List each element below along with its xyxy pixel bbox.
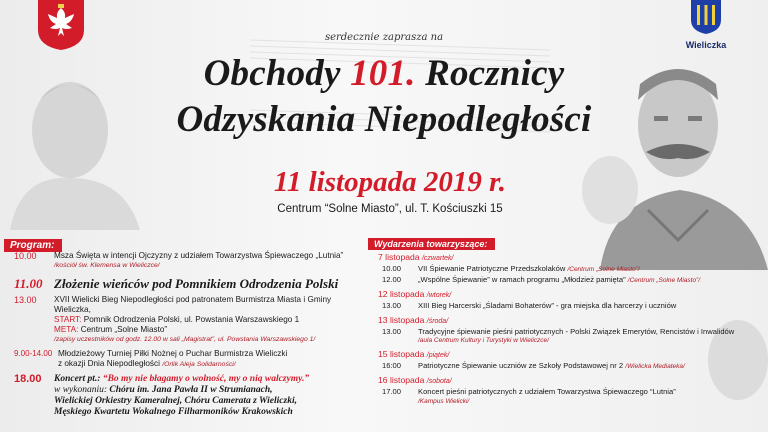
title-line-1 (0, 52, 768, 95)
program-text: Młodzieżowy Turniej Piłki Nożnej o Puchar Burmistrza Wieliczki (58, 349, 288, 358)
program-time: 9.00-14.00 (14, 349, 53, 358)
program-item (14, 251, 366, 271)
program-text: Msza Święta w intencji Ojczyzny z udziałem Towarzystwa Śpiewaczego „Lutnia” (54, 251, 344, 260)
event-day-date: 16 listopada (378, 375, 425, 385)
program-text: XVII Wielicki Bieg Niepodległości pod patronatem Burmistrza Miasta i Gminy Wieliczka, (54, 295, 332, 314)
title-word: Obchody (203, 53, 341, 94)
program-time: 10.00 (14, 251, 37, 261)
wieliczka-label: Wieliczka (685, 40, 727, 50)
performers-label: w wykonaniu: (54, 385, 108, 395)
event-time: 12.00 (382, 274, 402, 284)
start-label: START: (54, 315, 82, 324)
event-item (378, 387, 758, 406)
event-weekday: /piątek/ (426, 351, 450, 359)
event-text: Tradycyjne śpiewanie pieśni patriotycznych - Polski Związek Emerytów, Rencistów i Inwalidów (418, 326, 735, 336)
event-location: /Wielicka Mediateka/ (625, 362, 685, 370)
event-time: 17.00 (382, 387, 402, 396)
program-time: 18.00 (14, 373, 42, 385)
event-day-date: 12 listopada (378, 289, 425, 299)
event-time: 16:00 (382, 360, 402, 370)
performers-3: Męskiego Kwartetu Wokalnego Filharmoników Krakowskich (54, 407, 293, 417)
concert-label: Koncert pt.: (54, 374, 101, 384)
event-venue: Centrum “Solne Miasto”, ul. T. Kościuszki 15 (277, 203, 503, 215)
program-item (14, 295, 366, 345)
program-location: /kościół św. Klemensa w Wieliczce/ (54, 262, 160, 269)
event-date: 11 listopada 2019 r. (273, 166, 507, 198)
event-location: /Kampus Wielicki/ (418, 397, 470, 405)
event-time: 13.00 (382, 301, 402, 310)
program-item (14, 276, 366, 292)
event-time: 13.00 (382, 326, 402, 336)
event-item (378, 264, 758, 275)
events-heading: Wydarzenia towarzyszące: (368, 238, 495, 250)
start-location: Pomnik Odrodzenia Polski, ul. Powstania Warszawskiego 1 (83, 315, 300, 324)
event-text: XIII Bieg Harcerski „Śladami Bohaterów” - gra miejska dla harcerzy i uczniów (418, 301, 677, 310)
event-day (378, 315, 758, 327)
performers-2: Wielickiej Orkiestry Kameralnej, Chóru Camerata z Wieliczki, (54, 396, 297, 406)
event-item (378, 327, 758, 346)
performers-1: Chóru im. Jana Pawła II w Strumianach, (109, 385, 273, 395)
program-item (14, 374, 366, 418)
event-item (378, 275, 758, 286)
program-heading: Program: (4, 239, 62, 252)
event-location: /aula Centrum Kultury i Turystyki w Wieliczce/ (418, 337, 549, 344)
meta-label: META: (54, 325, 79, 334)
event-text: VII Śpiewanie Patriotyczne Przedszkolaków (418, 264, 566, 273)
program-text-2: z okazji Dnia Niepodległości (58, 359, 160, 368)
program-list (14, 251, 366, 418)
program-time: 11.00 (14, 276, 43, 291)
event-day (378, 349, 758, 361)
title-anniversary-number: 101. (350, 53, 416, 94)
events-list (378, 250, 758, 406)
event-weekday: /czwartek/ (421, 255, 454, 262)
event-text: Koncert pieśni patriotycznych z udziałem Towarzystwa Śpiewaczego “Lutnia” (418, 387, 676, 396)
event-text: „Wspólne Śpiewanie” w ramach programu „Młodzież pamięta” (418, 274, 626, 284)
event-time: 10.00 (382, 264, 402, 273)
program-time: 13.00 (14, 295, 37, 305)
program-text: Złożenie wieńców pod Pomnikiem Odrodzenia Polski (54, 276, 339, 291)
concert-title: “Bo my nie błagamy o wolność, my o nią walczymy.” (102, 374, 310, 384)
event-day (378, 375, 758, 387)
event-day-date: 13 listopada (378, 314, 425, 325)
wieliczka-crest-icon (690, 0, 722, 34)
event-weekday: /środa/ (426, 317, 449, 325)
event-text: Patriotyczne Śpiewanie uczniów ze Szkoły Podstawowej nr 2 (418, 360, 624, 370)
event-item (378, 361, 758, 372)
event-day-date: 15 listopada (378, 348, 425, 359)
program-item (14, 349, 366, 370)
event-day (378, 289, 758, 301)
event-location: /Centrum „Solne Miasto”/ (567, 266, 640, 273)
event-item (378, 301, 758, 311)
invite-text: serdecznie zaprasza na (324, 32, 444, 43)
event-weekday: /wtorek/ (426, 292, 452, 299)
event-day-date: 7 listopada (378, 252, 420, 262)
event-weekday: /sobota/ (426, 378, 452, 385)
event-location: /Centrum „Solne Miasto”/ (627, 276, 701, 284)
title-word: Rocznicy (425, 53, 565, 94)
meta-location: Centrum „Solne Miasto” (80, 325, 168, 334)
program-note: /zapisy uczestników od godz. 12.00 w sali „Magistrat”, ul. Powstania Warszawskiego 1/ (54, 336, 316, 343)
title-line-2: Odzyskania Niepodległości (176, 99, 592, 140)
program-location: /Orlik Aleja Solidarności/ (162, 361, 236, 368)
event-day (378, 252, 758, 264)
